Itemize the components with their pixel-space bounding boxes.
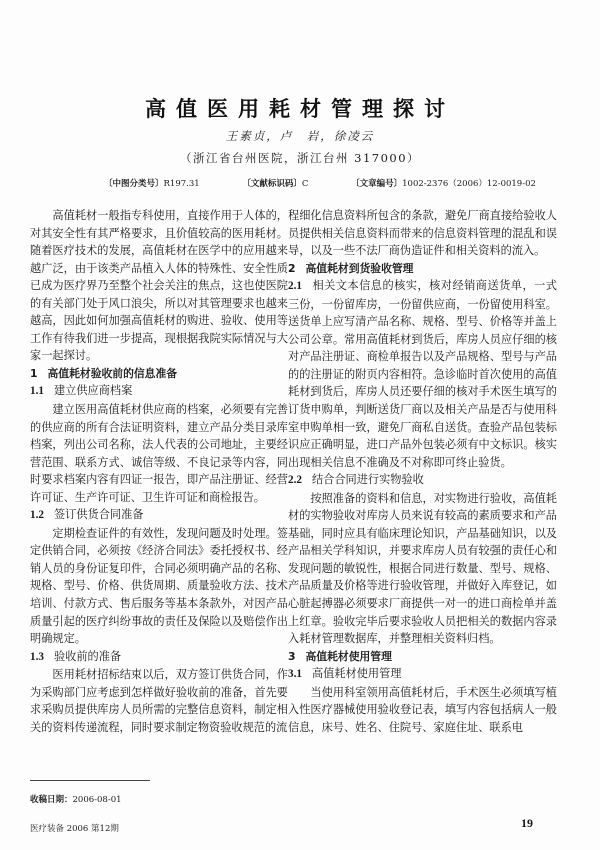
article-meta	[104, 177, 576, 189]
footnote-divider	[30, 780, 150, 781]
section-1-1-heading: 1.1 建立供应商档案	[30, 384, 133, 398]
section-3-1-body: 当使用科室领用高值耗材后，手术医生必须填写植入性医疗器械使用验收登记表，填写内容包括病人一般信息，床号、姓名、住院号、家庭住址、联系电	[288, 685, 557, 734]
document-code: 〔文献标识码〕C	[242, 179, 309, 189]
section-2-1-body: 2.1 相关文本信息的核实，核对经销商送货单，一式三份，一份留库房，一份留供应商，一份留使用科室。送货单上应写清产品名称、规格、型号、价格等并盖上公司公章。常用高值耗材到货后，库房人员应仔细的核对产品注册证、商检单报告以及产品规格、型号与产品的的注册证的附页内容相符。急诊临时首次使用的高值耗材到货后，库房人员还要仔细的核对手术医生填写的订货申购单，判断送货厂商以及相关产品是否与使用科室申购单相一致，避免厂商私自送货。查验产品包装标识应正确明显，进口产品外包装必须有中文标识。核实出现相关信息不准确及不对称即可终止验货。	[288, 279, 557, 469]
clc-number: 〔中图分类号〕R197.31	[104, 179, 200, 189]
page-number: 19	[521, 816, 533, 830]
article-title: 高值医用耗材管理探讨	[145, 97, 455, 121]
section-1-3-body: 医用耗材招标结束以后，双方签订供货合同，作为采购部门应考虑到怎样做好验收前的准备，首先要求采购员提供库房人员所需的完整信息资料，制定相关的资料传递流程，同时要求制定物资验收规范的流	[30, 668, 288, 734]
section-1-1-body: 建立医用高值耗材供应商的档案，必须要有完善的供应商的所有合法证明资料，建立产品分类目录库档案，列出公司名称，法人代表的公司地址，主要经营范围、联系方式、诚信等级、不良记录等内容，同时要求档案内容有四证一报告，即产品注册证、经营许可证、生产许可证、卫生许可证和商检报告。	[30, 403, 288, 504]
section-2-heading: 2 高值耗材到货验收管理	[288, 261, 414, 275]
authors: 王素贞，卢 岩，徐凌云	[225, 129, 375, 143]
section-3-1-heading: 3.1 高值耗材使用管理	[288, 667, 402, 681]
section-1-2-heading: 1.2 签订供货合同准备	[30, 508, 144, 522]
affiliation: （浙江省台州医院，浙江台州 317000）	[179, 151, 421, 165]
section-2-2-heading: 2.2 结合合同进行实物验收	[288, 473, 424, 487]
article-id: 〔文章编号〕1002-2376（2006）12-0019-02	[351, 179, 536, 189]
received-date: 收稿日期：2006-08-01	[30, 795, 122, 805]
right-column	[288, 207, 557, 736]
section-1-3-heading: 1.3 验收前的准备	[30, 649, 122, 663]
journal-footer: 医疗装备 2006 第12期	[30, 824, 119, 834]
section-1-heading: 1 高值耗材验收前的信息准备	[30, 366, 178, 380]
section-1-2-body: 定期检查证件的有效性，发现问题及时处理。签定供销合同，必须按《经济合同法》委托授权书、经销人员的身份证复印件，合同必须明确产品的名称、规格、型号、价格、供货周期、质量验收方法、技术培训、付款方式、售后服务等基本条款外，对因产品质量引起的医疗纠纷事故的责任及保险以及赔偿作出明确规定。	[30, 526, 288, 646]
section-2-2-body: 按照准备的资料和信息，对实物进行验收，高值耗材的实物验收对库房人员来说有较高的素质要求和产品基础，同时应具有临床理论知识，产品基础知识，以及产品相关学科知识，并要求库房人员有较强的责任心和发现问题的敏锐性，根据合同进行数量、型号、规格、产品质量及价格等进行验收管理，并做好入库登记，如心脏起搏器必须要求厂商提供一对一的进口商检单并盖上红章。验收完毕后要求验收人员把相关的数据内容录入耗材管理数据库，并整理相关资料归档。	[288, 491, 557, 646]
intro-paragraph: 高值耗材一般指专科使用，直接作用于人体的，对其安全性有其严格要求，且价值较高的医用耗材。随着医疗技术的发展，高值耗材在医学中的应用越来越广泛，由于该类产品植入人体的特殊性、安全性质已成为医疗界乃至整个社会关注的焦点，这也使医院的有关部门处于风口浪尖，所以对其管理要求也越来越高，因此如何加强高值耗材的购进、验收、使用等工作有待我们进一步提高，现根据我院实际情况与大家一起探讨。	[30, 209, 288, 363]
left-column	[30, 207, 288, 736]
section-3-heading: 3 高值耗材使用管理	[288, 649, 392, 663]
continued-paragraph: 程细化信息资料所包含的条款，避免厂商直接给验收人员提供相关信息资料而带来的信息资料管理的混乱和误导，以及一些不法厂商伪造证件和相关资料的流入。	[288, 209, 557, 258]
